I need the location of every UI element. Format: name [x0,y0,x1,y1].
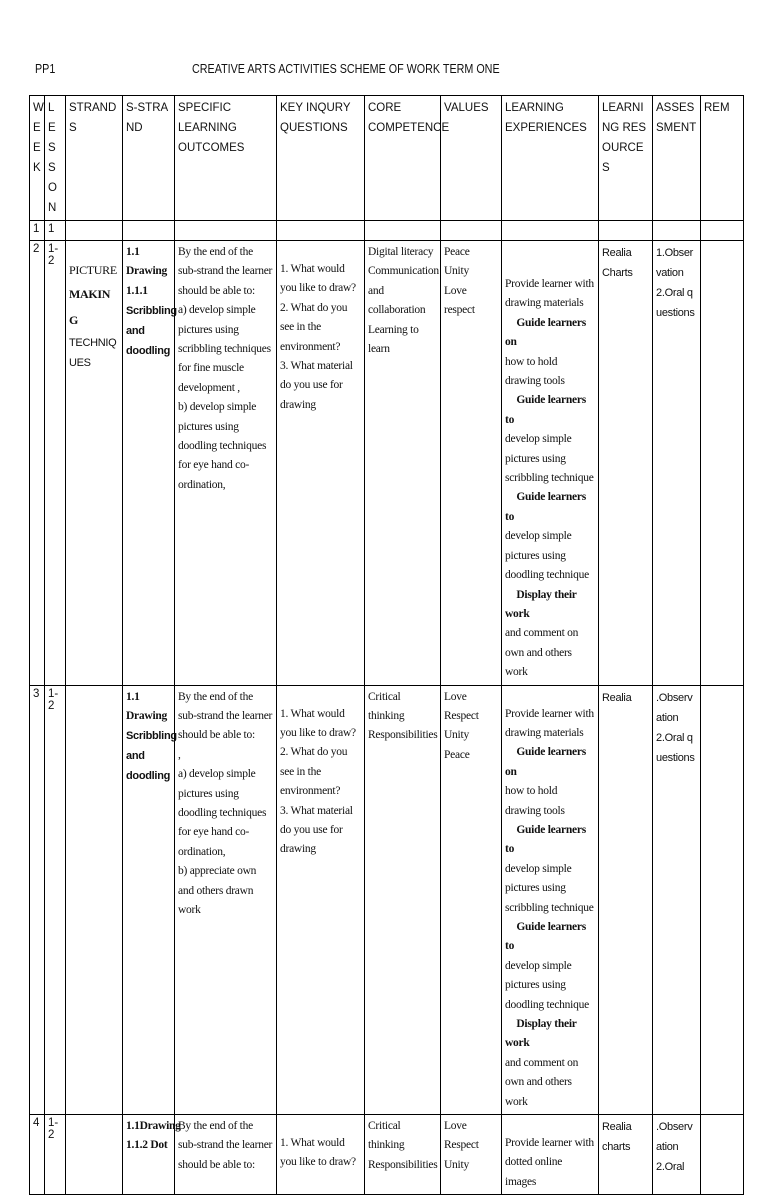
checkbox-bullet: Guide learners to [505,726,587,739]
week-cell: 3 [30,685,45,1115]
col-header-assessment: ASSESSMENT [653,96,701,221]
competence-cell: Critical thinking Responsibilities [365,685,441,1115]
col-header-lesson: LESSON [45,96,66,221]
col-header-questions: KEY INQURY QUESTIONS [277,96,365,221]
assessment-cell: 1.Observation 2.Oral questions [653,241,701,686]
table-row [30,241,744,686]
col-header-values: VALUES [441,96,502,221]
outcomes-cell: By the end of the sub-strand the learner should be able to: , a) develop simple pictures using doodling techniques for eye hand co-ordination, b) appreciate own and others drawn work [175,685,277,1115]
questions-cell: 1. What would you like to draw? [277,1115,365,1195]
table-row [30,221,744,241]
col-header-outcomes: SPECIFIC LEARNING OUTCOMES [175,96,277,221]
col-header-remarks: REM [701,96,744,221]
experiences-cell: Provide learner with drawing materials Guide learners on how to hold drawing tools Guide learners to develop simple pictures using scribbling technique Guide learners to develop simple pictures using doodling technique Display their work and comment on own and others work [502,685,599,1115]
week-cell: 2 [30,241,45,686]
lesson-cell: 1 [45,221,66,241]
checkbox-bullet: Display their work [505,530,593,543]
checkbox-bullet: Guide learners to [505,375,587,388]
checkbox-bullet: Display their work [505,882,593,895]
resources-cell: Realia [599,685,653,1115]
strand-cell: PICTURE MAKING TECHNIQUES [66,241,123,686]
col-header-week: WEEK [30,96,45,221]
values-cell: Love Respect Unity Peace [441,685,502,1115]
competence-cell: Digital literacy Communication and collaboration Learning to learn [365,241,441,686]
col-header-sub-strand: S-STRAND [123,96,175,221]
col-header-resources: LEARNING RESOURCES [599,96,653,221]
questions-cell: 1. What would you like to draw? 2. What do you see in the environment? 3. What material do you use for drawing [277,685,365,1115]
sub-strand-cell: 1.1Drawing 1.1.2 Dot [123,1115,175,1195]
outcomes-cell: By the end of the sub-strand the learner should be able to: [175,1115,277,1195]
table-header-row [30,96,744,221]
scheme-of-work-table [29,95,744,1195]
experiences-cell: Provide learner with drawing materials Guide learners on how to hold drawing tools Guide learners to develop simple pictures using scribbling technique Guide learners to develop simple pictures using doodling technique Display their work and comment on own and others work [502,241,599,686]
sub-strand-cell: 1.1 Drawing 1.1.1 Scribbling and doodling [123,241,175,686]
col-header-strands: STRANDS [66,96,123,221]
competence-cell: Critical thinking Responsibilities [365,1115,441,1195]
sub-strand-cell: 1.1 Drawing Scribbling and doodling [123,685,175,1115]
lesson-cell: 1-2 [45,241,66,686]
experiences-cell: Provide learner with dotted online images [502,1115,599,1195]
col-header-experiences: LEARNING EXPERIENCES [502,96,599,221]
values-cell: Love Respect Unity [441,1115,502,1195]
resources-cell: Realia Charts [599,241,653,686]
checkbox-bullet: Guide learners on [505,316,589,329]
values-cell: Peace Unity Love respect [441,241,502,686]
document-title: CREATIVE ARTS ACTIVITIES SCHEME OF WORK TERM ONE [192,62,500,76]
col-header-competence: CORE COMPETENCE [365,96,441,221]
week-cell: 1 [30,221,45,241]
resources-cell: Realia charts [599,1115,653,1195]
questions-cell: 1. What would you like to draw? 2. What do you see in the environment? 3. What material do you use for drawing [277,241,365,686]
checkbox-bullet: Guide learners to [505,804,587,817]
outcomes-cell: By the end of the sub-strand the learner should be able to: a) develop simple pictures using scribbling techniques for fine muscle development , b) develop simple pictures using doodling techniques for eye hand co-ordination, [175,241,277,686]
assessment-cell: .Observation 2.Oral questions [653,685,701,1115]
class-label: PP1 [35,62,56,76]
assessment-cell: .Observation 2.Oral [653,1115,701,1195]
table-row [30,1115,744,1195]
checkbox-bullet: Guide learners on [505,668,589,681]
week-cell: 4 [30,1115,45,1195]
table-row [30,685,744,1115]
checkbox-bullet: Guide learners to [505,452,587,465]
lesson-cell: 1-2 [45,1115,66,1195]
lesson-cell: 1-2 [45,685,66,1115]
